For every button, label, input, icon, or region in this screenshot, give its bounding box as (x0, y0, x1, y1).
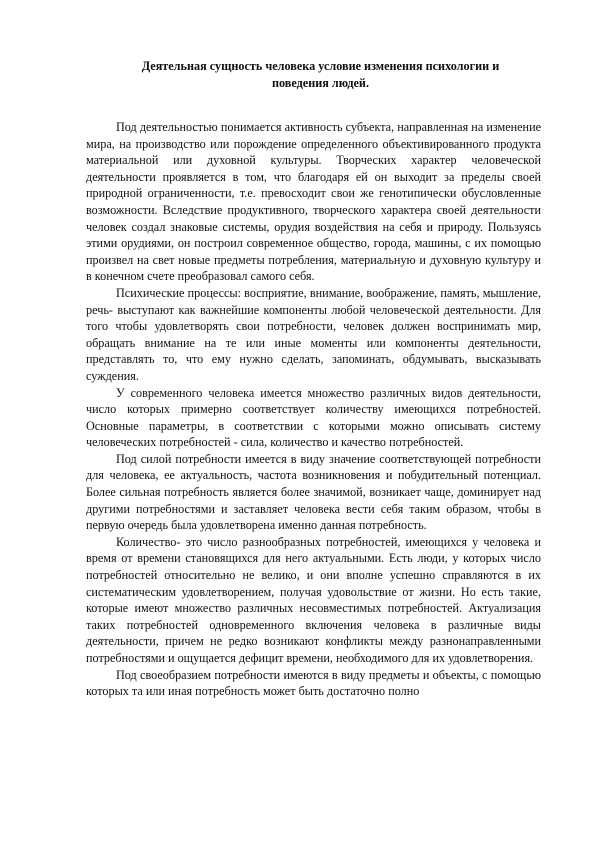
paragraph: У современного человека имеется множество различных видов деятельности, число которых примерно соответствует количеству имеющихся потребностей. Основные параметры, в соответствии с которыми можно описывать систему человеческих потребностей - сила, количество и качество потребностей. (86, 385, 541, 450)
title-line-2: поведения людей. (272, 76, 369, 90)
paragraph: Психические процессы: восприятие, внимание, воображение, память, мышление, речь- выступают как важнейшие компоненты любой человеческой деятельности. Для того чтобы удовлетворять свои потребности, человек должен воспринимать мир, обращать внимание на те или иные моменты или компоненты деятельности, представлять то, что ему нужно сделать, запоминать, обдумывать, высказывать суждения. (86, 285, 541, 383)
document-body (86, 119, 541, 700)
paragraph: Под деятельностью понимается активность субъекта, направленная на изменение мира, на производство или порождение определенного объективированного продукта материальной или духовной культуры. Творческих характер человеческой деятельности проявляется в том, что благодаря ей он выходит за пределы своей природной ограниченности, т.е. превосходит свои же генотипически обусловленные возможности. Вследствие продуктивного, творческого характера своей деятельности человек создал знаковые системы, орудия воздействия на себя и природу. Пользуясь этими орудиями, он построил современное общество, города, машины, с их помощью произвел на свет новые предметы потребления, материальную и духовную культуру и в конечном счете преобразовал самого себя. (86, 120, 541, 284)
paragraph: Количество- это число разнообразных потребностей, имеющихся у человека и время от времени становящихся для него актуальными. Есть люди, у которых число потребностей относительно не велико, и они вполне успешно справляются в их систематическим удовлетворением, получая удовольствие от жизни. Но есть такие, которые имеют множество различных несовместимых потребностей. Актуализация таких потребностей одновременного включения человека в различные виды деятельности, причем не редко возникают конфликты между разнонаправленными потребностями и ощущается дефицит времени, необходимого для их удовлетворения. (86, 534, 541, 665)
title-line-1: Деятельная сущность человека условие изменения психологии и (141, 59, 500, 73)
paragraph: Под своеобразием потребности имеются в виду предметы и объекты, с помощью которых та или иная потребность может быть достаточно полно (86, 667, 541, 699)
paragraph: Под силой потребности имеется в виду значение соответствующей потребности для человека, ее актуальность, частота возникновения и побудительный потенциал. Более сильная потребность является более значимой, возникает чаще, доминирует над другими потребностями и заставляет человека вести себя таким образом, чтобы в первую очередь была удовлетворена именно данная потребность. (86, 451, 541, 533)
document-title (86, 58, 541, 92)
